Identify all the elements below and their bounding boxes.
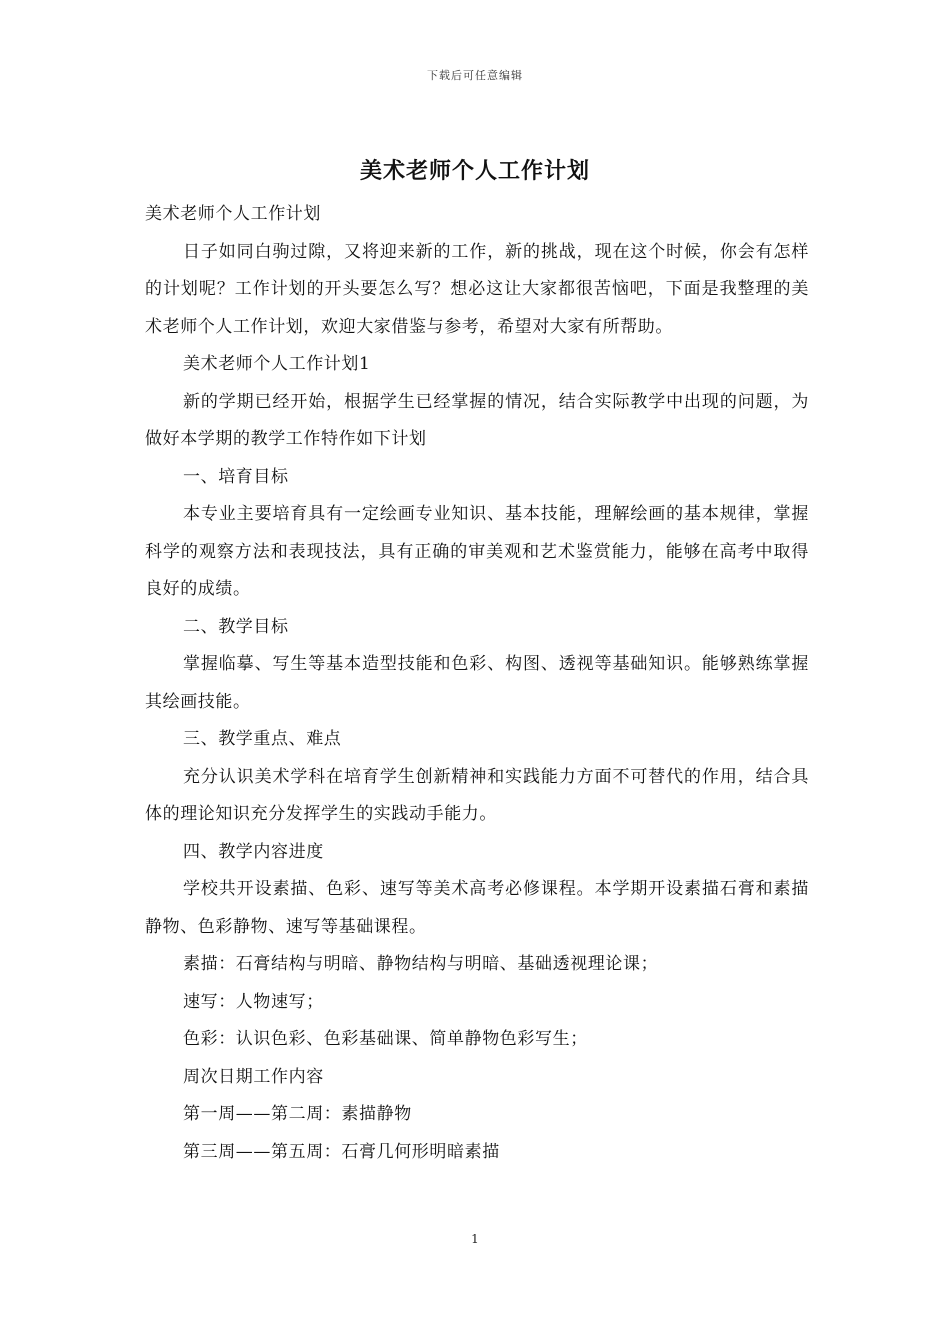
section-heading-key-points: 三、教学重点、难点 xyxy=(183,729,342,749)
document-title: 美术老师个人工作计划 xyxy=(359,158,590,184)
section-heading-teaching-goals: 二、教学目标 xyxy=(183,616,289,637)
section-heading-content-schedule: 四、教学内容进度 xyxy=(183,841,324,862)
paragraph-subtitle: 美术老师个人工作计划 xyxy=(145,204,321,224)
paragraph-plan-opening: 新的学期已经开始，根据学生已经掌握的情况，结合实际教学中出现的问题，为做好本学期的教学工作特作如下计划 xyxy=(145,391,809,449)
paragraph-key-points: 充分认识美术学科在培育学生创新精神和实践能力方面不可替代的作用，结合具体的理论知识充分发挥学生的实践动手能力。 xyxy=(145,766,809,824)
header-note: 下载后可任意编辑 xyxy=(427,69,523,82)
page-number: 1 xyxy=(471,1232,479,1246)
schedule-row-week-3-5: 第三周——第五周：石膏几何形明暗素描 xyxy=(183,1141,500,1162)
section-heading-plan-1: 美术老师个人工作计划1 xyxy=(183,354,371,374)
paragraph-courses: 学校共开设素描、色彩、速写等美术高考必修课程。本学期开设素描石膏和素描静物、色彩静物、速写等基础课程。 xyxy=(145,879,809,937)
paragraph-training-goals: 本专业主要培育具有一定绘画专业知识、基本技能，理解绘画的基本规律，掌握科学的观察方法和表现技法，具有正确的审美观和艺术鉴赏能力，能够在高考中取得良好的成绩。 xyxy=(145,504,809,599)
list-item-sketch: 素描：石膏结构与明暗、静物结构与明暗、基础透视理论课； xyxy=(183,954,659,974)
paragraph-teaching-goals: 掌握临摹、写生等基本造型技能和色彩、构图、透视等基础知识。能够熟练掌握其绘画技能。 xyxy=(145,654,809,712)
section-heading-training-goals: 一、培育目标 xyxy=(183,466,289,487)
paragraph-intro: 日子如同白驹过隙，又将迎来新的工作，新的挑战，现在这个时候，你会有怎样的计划呢？工作计划的开头要怎么写？想必这让大家都很苦恼吧，下面是我整理的美术老师个人工作计划，欢迎大家借鉴与参考，希望对大家有所帮助。 xyxy=(145,241,809,337)
schedule-row-week-1-2: 第一周——第二周：素描静物 xyxy=(183,1104,412,1124)
list-item-color: 色彩：认识色彩、色彩基础课、简单静物色彩写生； xyxy=(183,1029,588,1049)
document-body xyxy=(145,196,809,1171)
schedule-header: 周次日期工作内容 xyxy=(183,1066,324,1087)
list-item-quick-sketch: 速写：人物速写； xyxy=(183,991,324,1012)
